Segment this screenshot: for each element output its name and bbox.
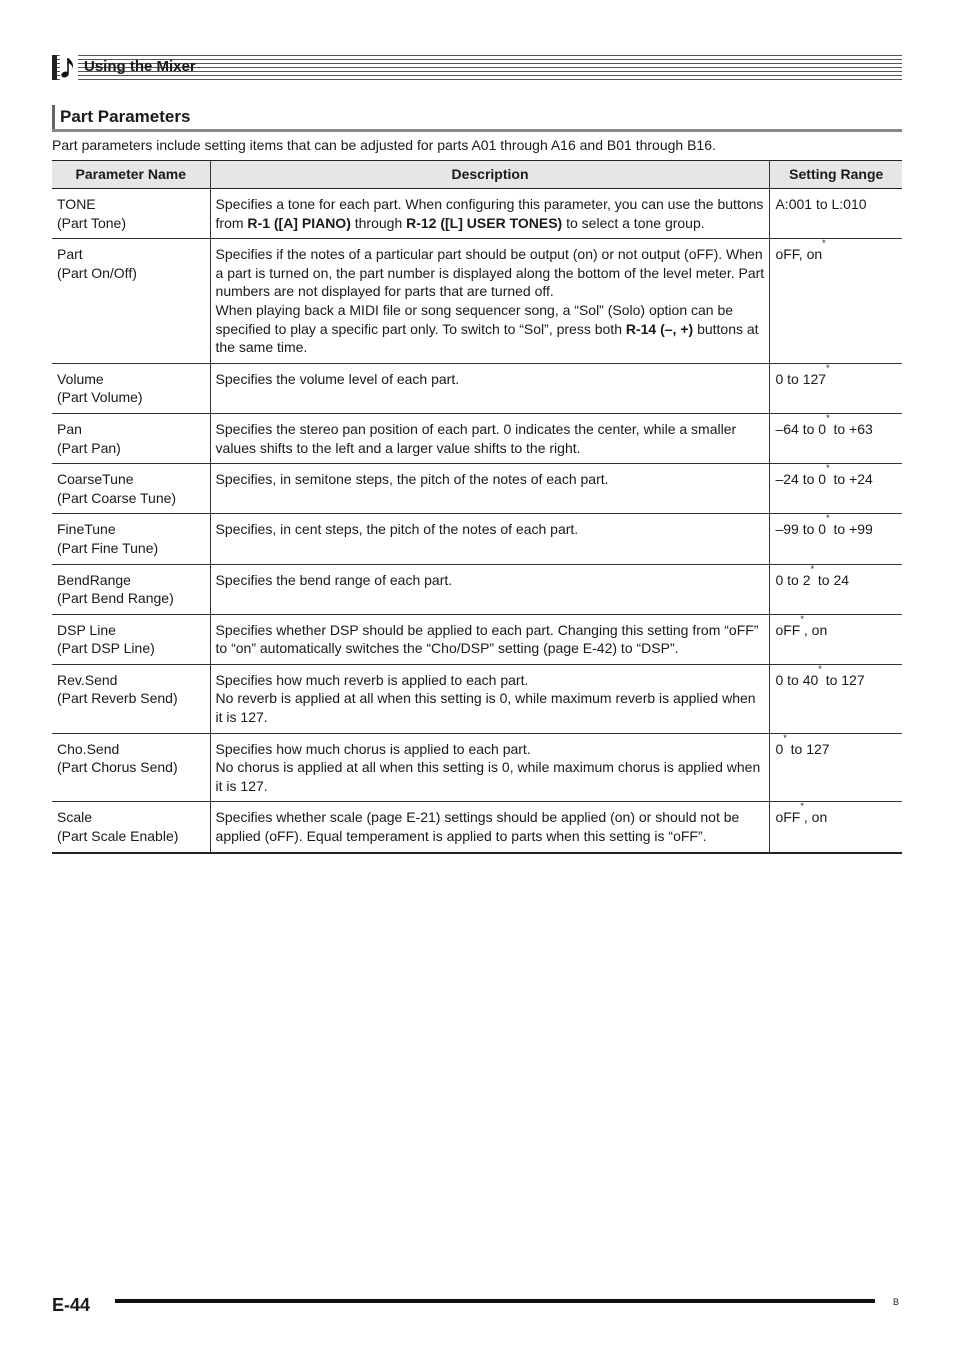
footnote-marker: * [800,801,804,812]
description-cell [210,514,770,564]
description-cell [210,564,770,614]
text-run: No chorus is applied at all when this setting is 0, while maximum chorus is applied when it is 127. [215,759,761,794]
footnote-marker: * [818,663,822,674]
description-cell [210,802,770,853]
table-row [52,564,902,614]
text-run: When playing back a MIDI file or song sequencer song, a “Sol” (Solo) option can be specified to play a specific part only. To switch to “Sol”, press both [215,301,734,337]
parameter-name: BendRange [57,571,131,588]
text-run: –64 to 0 [775,420,827,437]
setting-range-cell [770,413,902,463]
parameter-name-cell [52,464,210,514]
text-run: 0 [775,740,784,757]
text-run: to +99 [829,521,873,538]
header-bar [52,55,57,80]
text-run: 0 to 40 [775,671,819,688]
table-row [52,363,902,413]
text-run: Specifies, in semitone steps, the pitch of the notes of each part. [215,471,609,488]
parameter-name-cell [52,802,210,853]
parameter-name: TONE [57,196,96,212]
parameter-name-cell [52,413,210,463]
text-run: A:001 to L:010 [775,196,867,212]
description-cell [210,664,770,733]
button-reference: R-1 ([A] PIANO) [247,214,351,231]
description-cell [210,363,770,413]
setting-range-cell [770,664,902,733]
parameter-name-cell [52,564,210,614]
setting-range-cell [770,239,902,364]
text-run: to 24 [814,571,850,588]
text-run: to select a tone group. [562,214,705,231]
text-run: –99 to 0 [775,521,827,538]
column-header-range: Setting Range [770,161,902,189]
text-run: Specifies if the notes of a particular part should be output (on) or not output (oFF). When a part is turned on, the part number is displayed along the bottom of the level meter. Part numbers are not displayed for parts that are turned off. [215,246,765,300]
parameter-name-cell [52,664,210,733]
parameter-full-name: (Part Tone) [57,214,126,231]
parameter-name: FineTune [57,521,116,538]
setting-range-cell [770,514,902,564]
text-run: Specifies whether DSP should be applied to each part. Changing this setting from “oFF” to “on” automatically switches the “Cho/DSP” setting (page E-42) to “DSP”. [215,621,759,657]
button-reference: R-12 ([L] USER TONES) [406,214,563,231]
text-run: Specifies a tone for each part. When configuring this parameter, you can use the buttons from [215,196,764,231]
column-header-name: Parameter Name [52,161,210,189]
text-run: oFF [775,621,801,638]
parameter-name-cell [52,614,210,664]
parameter-full-name: (Part Volume) [57,389,143,406]
table-row [52,733,902,802]
text-run: Specifies how much chorus is applied to each part. [215,740,531,757]
description-cell [210,614,770,664]
parameter-full-name: (Part Coarse Tune) [57,489,177,506]
table-row [52,413,902,463]
text-run: 0 to 127 [775,370,827,387]
parameter-full-name: (Part Pan) [57,439,121,456]
setting-range-cell [770,802,902,853]
description-cell [210,413,770,463]
button-reference: R-14 (–, +) [625,320,694,337]
parameter-name: Volume [57,370,104,387]
parameter-name-cell [52,733,210,802]
parameter-name: CoarseTune [57,471,134,488]
part-parameters-table [52,160,902,854]
parameter-name: Part [57,246,83,263]
text-run: to 127 [821,671,865,688]
text-run: No reverb is applied at all when this setting is 0, while maximum reverb is applied when it is 127. [215,690,756,726]
table-row [52,802,902,853]
parameter-name: Cho.Send [57,740,120,757]
parameter-name-cell [52,363,210,413]
setting-range-cell [770,564,902,614]
setting-range-cell [770,189,902,239]
parameter-name: DSP Line [57,621,116,638]
text-run: oFF [775,809,801,826]
footnote-marker: * [826,362,830,373]
description-cell [210,733,770,802]
parameter-full-name: (Part Reverb Send) [57,690,178,707]
section-heading [52,105,902,132]
parameter-full-name: (Part Fine Tune) [57,539,159,556]
table-header-row [52,161,902,189]
text-run: to +24 [829,471,873,488]
page-number: E-44 [52,1295,91,1315]
text-run: to +63 [829,420,873,437]
section-title: Part Parameters [60,107,191,126]
parameter-name-cell [52,514,210,564]
parameter-full-name: (Part DSP Line) [57,640,155,657]
parameter-name: Pan [57,420,82,437]
section-marker [52,105,55,130]
footnote-marker: * [826,463,830,474]
text-run: Specifies the bend range of each part. [215,571,453,588]
text-run: , on [803,809,828,826]
column-header-description: Description [210,161,770,189]
footer-mark: B [893,1297,900,1307]
setting-range-cell [770,614,902,664]
table-row [52,189,902,239]
parameter-full-name: (Part Chorus Send) [57,759,178,776]
setting-range-cell [770,733,902,802]
setting-range-cell [770,363,902,413]
table-row [52,239,902,364]
running-header [52,55,902,80]
section-underline [52,129,902,132]
text-run: Specifies whether scale (page E-21) settings should be applied (on) or should not be applied (oFF). Equal temperament is applied to parts when this setting is “oFF”. [215,809,740,845]
parameter-full-name: (Part Scale Enable) [57,828,179,845]
parameter-name: Rev.Send [57,671,118,688]
text-run: to 127 [786,740,830,757]
footnote-marker: * [810,563,815,574]
parameter-name-cell [52,239,210,364]
footer-rule [115,1299,875,1303]
text-run: , on [803,621,828,638]
text-run: oFF, on [775,246,823,263]
text-run: Specifies how much reverb is applied to each part. [215,671,529,688]
intro-paragraph: Part parameters include setting items that can be adjusted for parts A01 through A16 and B01 through B16. [52,137,716,153]
setting-range-cell [770,464,902,514]
text-run: –24 to 0 [775,471,827,488]
description-cell [210,464,770,514]
text-run: through [350,214,407,231]
table-row [52,664,902,733]
footnote-marker: * [822,238,826,249]
music-note-icon [60,55,78,80]
parameter-name: Scale [57,809,93,826]
description-cell [210,189,770,239]
text-run: buttons at the same time. [215,320,759,356]
footnote-marker: * [783,732,787,743]
parameter-name-cell [52,189,210,239]
text-run: 0 to 2 [775,571,811,588]
parameter-full-name: (Part On/Off) [57,264,137,281]
text-run: Specifies the stereo pan position of each part. 0 indicates the center, while a smaller values shifts to the left and a larger value shifts to the right. [215,420,737,456]
text-run: Specifies, in cent steps, the pitch of the notes of each part. [215,521,579,538]
text-run: Specifies the volume level of each part. [215,370,460,387]
footnote-marker: * [826,513,830,524]
footnote-marker: * [800,613,804,624]
table-row [52,464,902,514]
table-row [52,514,902,564]
table-row [52,614,902,664]
description-cell [210,239,770,364]
parameter-full-name: (Part Bend Range) [57,590,174,607]
header-title: Using the Mixer [84,58,196,75]
footnote-marker: * [826,412,830,423]
